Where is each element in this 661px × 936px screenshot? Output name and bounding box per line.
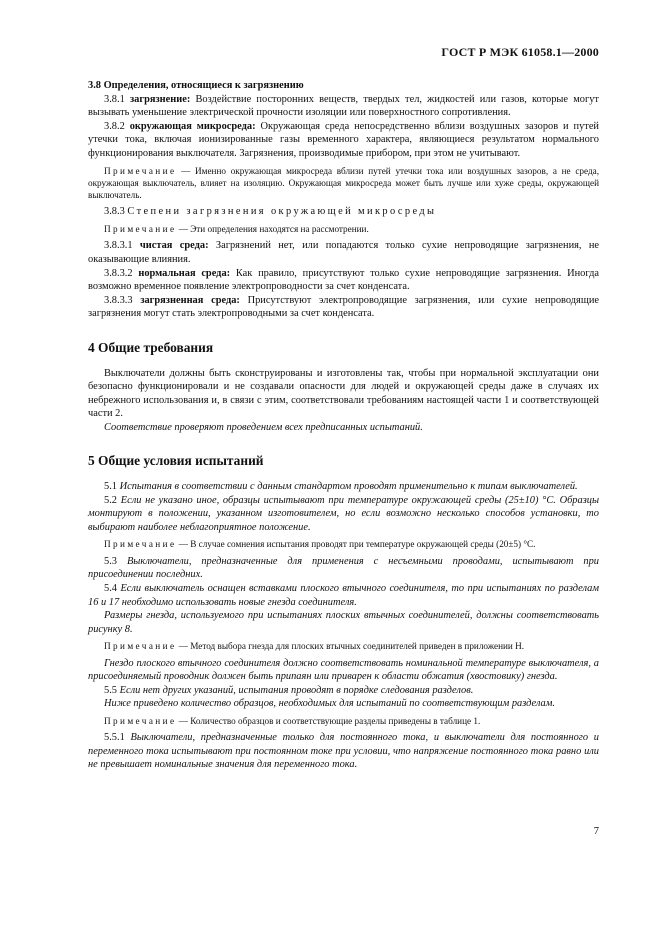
- clause-3-8-3-2: 3.8.3.2 нормальная среда: Как правило, присутствуют только сухие непроводящие загрязнения. Иногда возможно временное появление электропроводности за счет конденсата.: [88, 267, 599, 293]
- clause-5-1: 5.1 Испытания в соответствии с данным стандартом проводят применительно к типам выключателей.: [104, 481, 578, 493]
- clause-5-4-dimensions: Размеры гнезда, используемого при испытаниях плоских втычных соединителей, должны соответствовать рисунку 8.: [88, 610, 599, 635]
- clause-3-8-2: 3.8.2 окружающая микросреда: Окружающая среда непосредственно вблизи воздушных зазоров и путей утечки тока, включая ионизированные газы временного характера, являющиеся результатом нормального функционирования выключателя. Загрязнения, производимые прибором, при этом не учитывают.: [88, 120, 599, 159]
- clause-5-2: 5.2 Если не указано иное, образцы испытывают при температуре окружающей среды (25±10) °С. Образцы монтируют в положении, указанном изготовителем, но если возможно несколько способов установки, то выбирают наиболее неблагоприятное положение.: [88, 494, 599, 533]
- clause-3-8-3-3: 3.8.3.3 загрязненная среда: Присутствуют электропроводящие загрязнения, или сухие непроводящие загрязнения могут стать электропроводными за счет конденсата.: [88, 294, 599, 320]
- note-4: Примечание — Метод выбора гнезда для плоских втычных соединителей приведен в приложении Н.: [104, 641, 525, 652]
- note-2: Примечание — Эти определения находятся на рассмотрении.: [104, 224, 369, 235]
- section-4-paragraph: Выключатели должны быть сконструированы и изготовлены так, чтобы при нормальной эксплуатации они безопасно функционировали и не создавали опасности для людей и окружающей среды даже в случаях их небрежного использования и, в связи с этим, соответствовали требованиям настоящей части 1 и соответствующей части 2.: [88, 367, 599, 420]
- section-4-compliance: Соответствие проверяют проведением всех предписанных испытаний.: [104, 421, 423, 433]
- clause-5-5-1: 5.5.1 Выключатели, предназначенные только для постоянного тока, и выключатели для постоянного и переменного тока испытывают при постоянном токе при условии, что напряжение постоянного тока равно или не превышает номинальные значения для переменного тока.: [88, 732, 599, 771]
- clause-3-8-1: 3.8.1 загрязнение: Воздействие посторонних веществ, твердых тел, жидкостей или газов, которые могут вызывать уменьшение электрической прочности изоляции или поверхностного сопротивления.: [88, 93, 599, 119]
- note-5: Примечание — Количество образцов и соответствующие разделы приведены в таблице 1.: [104, 715, 481, 726]
- clause-5-5: 5.5 Если нет других указаний, испытания проводят в порядке следования разделов.: [104, 684, 474, 696]
- clause-3-8-3-1: 3.8.3.1 чистая среда: Загрязнений нет, или попадаются только сухие непроводящие загрязнения, не оказывающие влияния.: [88, 240, 600, 265]
- clause-5-3: 5.3 Выключатели, предназначенные для применения с несъемными проводами, испытывают при присоединении последних.: [88, 555, 599, 581]
- note-1: Примечание — Именно окружающая микросреда вблизи путей утечки тока или воздушных зазоров, а не среда, окружающая выключатель, влияет на изоляцию. Окружающая микросреда может быть лучше или хуже среды, окружающей выключатель.: [88, 165, 599, 201]
- page-number: 7: [593, 826, 599, 837]
- section-5-heading: 5 Общие условия испытаний: [88, 453, 264, 469]
- clause-5-4-receptacle: Гнездо плоского втычного соединителя должно соответствовать номинальной температуре выключателя, а присоединяемый проводник должен быть припаян или приварен к области обжатия (хвостовику) гнезда.: [88, 657, 599, 683]
- clause-5-5-samples: Ниже приведено количество образцов, необходимых для испытаний по соответствующим разделам.: [104, 698, 555, 710]
- clause-3-8-3: 3.8.3 Степени загрязнения окружающей микросреды: [104, 206, 437, 218]
- note-3: Примечание — В случае сомнения испытания проводят при температуре окружающей среды (20±5) °С.: [104, 539, 536, 550]
- clause-5-4: 5.4 Если выключатель оснащен вставками плоского втычного соединителя, то при испытаниях по разделам 16 и 17 необходимо использовать новые гнезда соединителя.: [88, 582, 599, 608]
- standard-header: ГОСТ Р МЭК 61058.1—2000: [441, 45, 599, 59]
- page-content: [88, 75, 599, 772]
- section-4-heading: 4 Общие требования: [88, 339, 214, 355]
- section-3-8-heading: 3.8 Определения, относящиеся к загрязнению: [88, 80, 304, 91]
